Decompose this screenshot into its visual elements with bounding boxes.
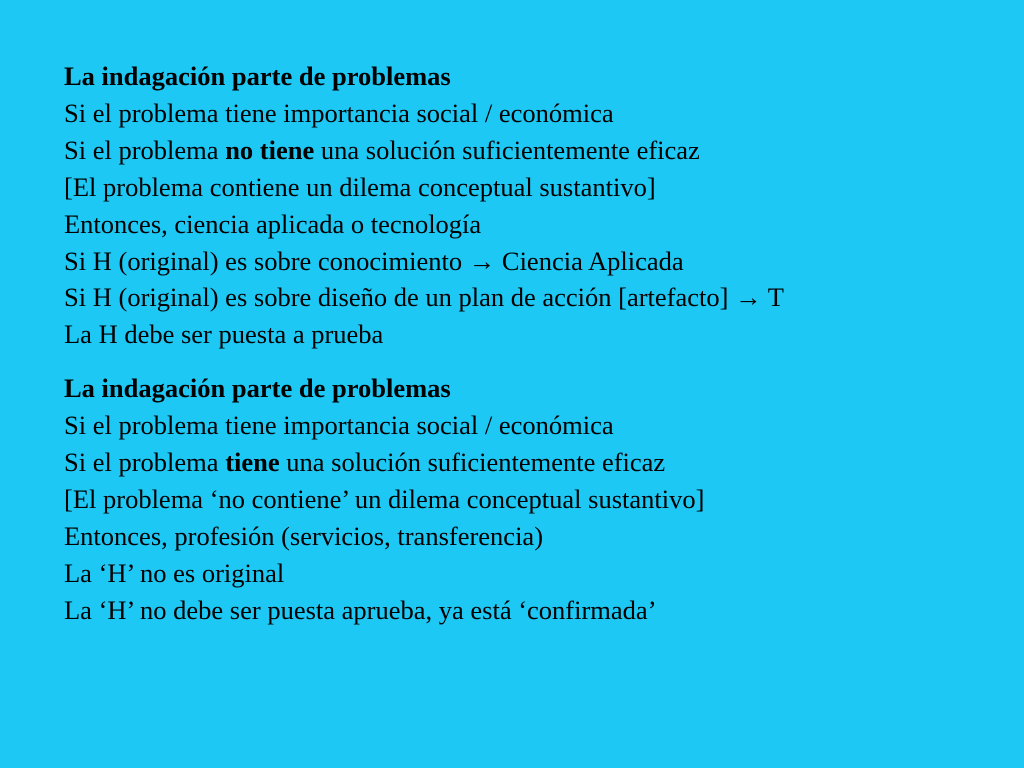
text-line: Entonces, ciencia aplicada o tecnología — [64, 208, 482, 239]
text-line — [64, 444, 1014, 481]
text-line-suffix: una solución suficientemente eficaz — [279, 447, 666, 478]
text-line-prefix: Si el problema — [64, 134, 226, 165]
text-block-profesion — [64, 370, 1014, 628]
text-line: [El problema contiene un dilema conceptual sustantivo] — [64, 171, 656, 202]
text-line: La ‘H’ no debe ser puesta aprueba, ya está ‘confirmada’ — [64, 594, 657, 625]
text-line — [64, 132, 1014, 169]
text-line: Entonces, profesión (servicios, transferencia) — [64, 520, 544, 551]
emphasis-text: tiene — [225, 447, 280, 478]
text-line: Si el problema tiene importancia social / económica — [64, 97, 614, 128]
text-line-prefix: Si el problema — [64, 447, 226, 478]
text-line: Si H (original) es sobre diseño de un plan de acción [artefacto] → T — [64, 282, 784, 313]
text-line: La H debe ser puesta a prueba — [64, 319, 384, 350]
block-heading: La indagación parte de problemas — [64, 61, 451, 91]
text-block-tecnologia — [64, 58, 1014, 353]
text-line: Si el problema tiene importancia social / económica — [64, 410, 614, 441]
slide-content — [64, 58, 1014, 629]
block-heading: La indagación parte de problemas — [64, 373, 451, 404]
text-line: Si H (original) es sobre conocimiento → Ciencia Aplicada — [64, 245, 684, 276]
text-line-suffix: una solución suficientemente eficaz — [314, 134, 700, 165]
emphasis-text: no tiene — [225, 134, 315, 165]
text-line: La ‘H’ no es original — [64, 557, 285, 588]
text-line: [El problema ‘no contiene’ un dilema conceptual sustantivo] — [64, 483, 705, 514]
